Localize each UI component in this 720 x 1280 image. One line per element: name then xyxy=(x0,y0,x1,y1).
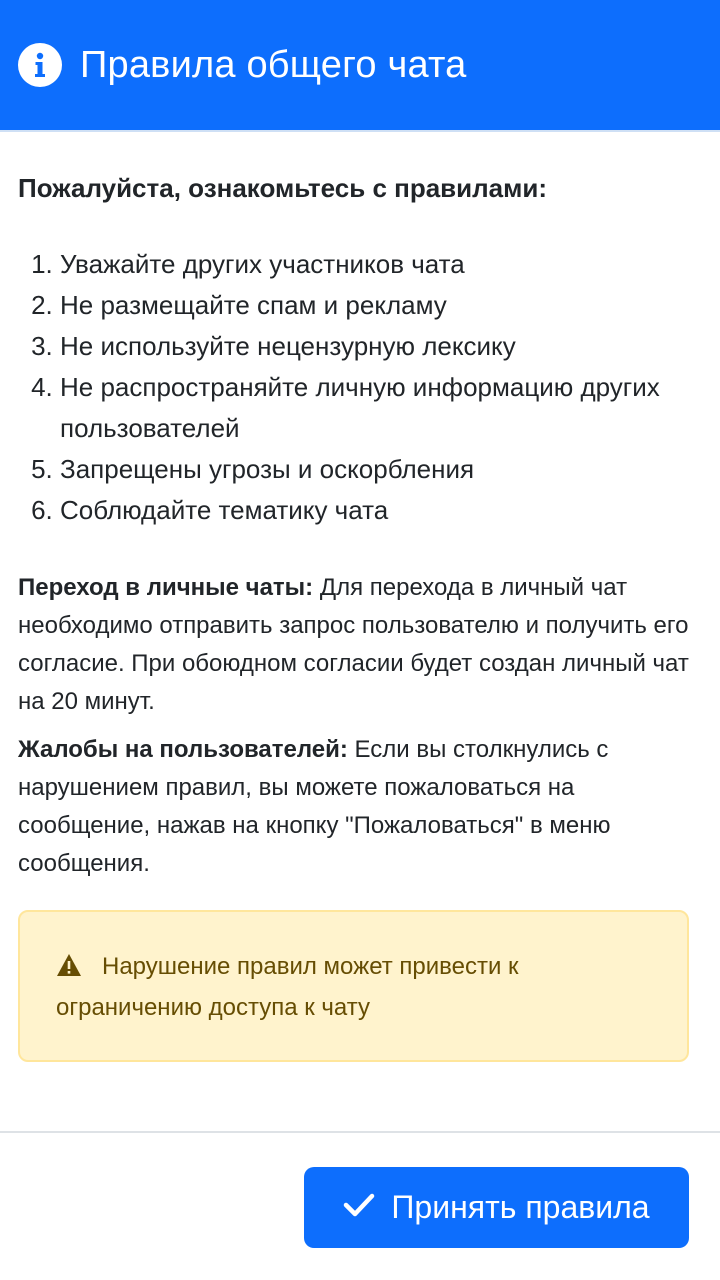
rule-item: 1. Уважайте других участников чата xyxy=(60,244,690,285)
check-icon xyxy=(343,1189,375,1226)
accept-rules-button[interactable] xyxy=(304,1167,689,1248)
warning-triangle-icon xyxy=(56,951,82,989)
modal-header xyxy=(0,0,720,132)
rule-item: 4. Не распространяйте личную информацию других пользователей xyxy=(60,367,690,449)
modal-body xyxy=(18,160,690,883)
complaints-text: Если вы столкнулись с нарушением правил, вы можете пожаловаться на сообщение, нажав на кнопку "Пожаловаться" в меню сообщения. xyxy=(18,736,611,877)
rule-item: 2. Не размещайте спам и рекламу xyxy=(60,285,690,326)
warning-text: Нарушение правил может привести к ограничению доступа к чату xyxy=(56,953,519,1021)
rule-item: 3. Не используйте нецензурную лексику xyxy=(60,326,690,367)
modal-title: Правила общего чата xyxy=(80,43,467,86)
accept-rules-label: Принять правила xyxy=(391,1189,650,1225)
rule-item: 5. Запрещены угрозы и оскорбления xyxy=(60,449,690,490)
private-chats-label: Переход в личные чаты: xyxy=(18,574,314,601)
rules-intro: Пожалуйста, ознакомьтесь с правилами: xyxy=(18,173,547,203)
private-chats-text: Для перехода в личный чат необходимо отправить запрос пользователю и получить его согласие. При обоюдном согласии будет создан личный чат на 20 минут. xyxy=(18,574,689,715)
rules-list xyxy=(18,244,690,531)
footer-divider xyxy=(0,1131,720,1133)
info-circle-icon xyxy=(18,43,62,87)
warning-alert xyxy=(18,910,689,1062)
rule-item: 6. Соблюдайте тематику чата xyxy=(60,490,690,531)
complaints-paragraph xyxy=(18,731,690,883)
private-chats-paragraph xyxy=(18,569,690,721)
complaints-label: Жалобы на пользователей: xyxy=(18,736,348,763)
